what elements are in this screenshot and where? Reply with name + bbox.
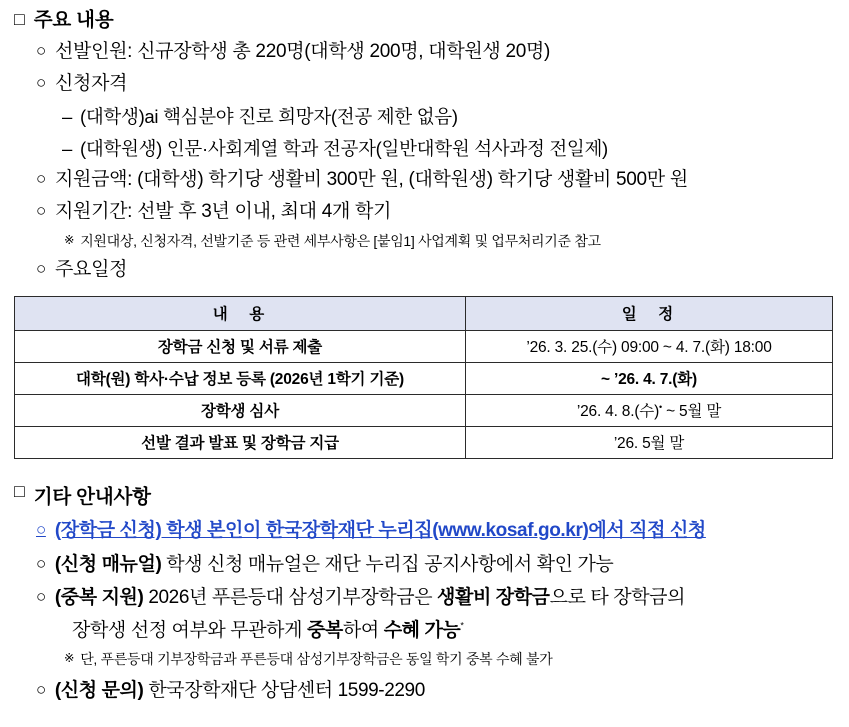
list-item-prefix: (중복 지원) <box>54 587 144 609</box>
table-header-row <box>15 296 833 330</box>
note-mark-icon: ※ <box>64 232 75 247</box>
circle-bullet-icon: ○ <box>36 679 46 699</box>
continuation-emphasis-1: 중복 <box>306 620 343 642</box>
list-item-duplicate-support <box>36 586 849 610</box>
list-item-eligibility <box>36 72 849 96</box>
circle-bullet-icon: ○ <box>36 169 46 189</box>
list-item-label: 지원금액: (대학생) 학기당 생활비 300만 원, (대학원생) 학기당 생활비 500만 원 <box>54 169 688 191</box>
list-item-text-tail: 으로 타 장학금의 <box>549 587 686 609</box>
note-label: 지원대상, 신청자격, 선발기준 등 관련 세부사항은 [붙임1] 사업계획 및 업무처리기준 참고 <box>80 232 601 249</box>
list-item-duplicate-support-line2 <box>72 615 849 642</box>
section-heading-other-info <box>14 481 849 509</box>
list-item-label: 선발인원: 신규장학생 총 220명(대학생 200명, 대학원생 20명) <box>54 41 551 63</box>
table-header-content: 내 용 <box>15 296 466 330</box>
table-cell-content: 장학금 신청 및 서류 제출 <box>15 330 466 362</box>
table-cell-date-superscript: • <box>659 402 662 413</box>
table-cell-content: 대학(원) 학사·수납 정보 등록 (2026년 1학기 기준) <box>15 362 466 394</box>
table-cell-content: 장학생 심사 <box>15 394 466 426</box>
table-cell-date: ’26. 3. 25.(수) 09:00 ~ 4. 7.(화) 18:00 <box>466 330 833 362</box>
square-bullet-icon: □ <box>14 480 25 501</box>
list-item-manual <box>36 553 849 577</box>
document-page <box>0 8 849 727</box>
table-cell-date: ’26. 5월 말 <box>466 426 833 458</box>
list-item-text: 한국장학재단 상담센터 1599-2290 <box>143 679 425 701</box>
dash-bullet-icon: – <box>62 105 72 127</box>
section-heading-main-content <box>14 8 849 32</box>
sub-item-graduate <box>62 137 849 160</box>
section-title: 주요 내용 <box>33 9 114 31</box>
application-link-label[interactable]: (장학금 신청) 학생 본인이 한국장학재단 누리집(www.kosaf.go.kr)에서 직접 신청 <box>54 519 706 541</box>
circle-bullet-icon: ○ <box>36 73 46 93</box>
list-item-support-amount <box>36 168 849 192</box>
continuation-emphasis-2: 수혜 가능 <box>383 620 461 642</box>
circle-bullet-icon: ○ <box>36 200 46 220</box>
asterisk-superscript: * <box>460 620 464 631</box>
list-item-application-link[interactable] <box>36 519 849 543</box>
list-item-prefix: (신청 문의) <box>54 679 144 701</box>
section-title: 기타 안내사항 <box>33 485 151 508</box>
square-bullet-icon: □ <box>14 9 25 29</box>
table-row <box>15 394 833 426</box>
list-item-label: 신청자격 <box>54 73 128 95</box>
continuation-text: 장학생 선정 여부와 무관하게 <box>72 620 307 642</box>
table-row <box>15 362 833 394</box>
list-item-inquiry <box>36 679 849 703</box>
list-item-label: 주요일정 <box>54 259 128 281</box>
note-details-reference <box>64 233 849 251</box>
circle-bullet-icon: ○ <box>36 553 46 573</box>
table-cell-date-tail: ~ 5월 말 <box>661 403 722 421</box>
circle-bullet-icon: ○ <box>36 41 46 61</box>
dash-bullet-icon: – <box>62 138 72 159</box>
schedule-table <box>14 296 833 459</box>
table-row <box>15 330 833 362</box>
list-item-main-schedule <box>36 258 849 282</box>
note-label: 단, 푸른등대 기부장학금과 푸른등대 삼성기부장학금은 동일 학기 중복 수혜 불가 <box>80 651 553 668</box>
circle-bullet-icon: ○ <box>36 259 46 279</box>
table-cell-date <box>466 394 833 426</box>
list-item-text: 2026년 푸른등대 삼성기부장학금은 <box>143 587 438 609</box>
list-item-support-period <box>36 200 849 224</box>
list-item-label <box>55 679 849 703</box>
list-item-label: 지원기간: 선발 후 3년 이내, 최대 4개 학기 <box>54 200 392 222</box>
sub-item-undergraduate <box>62 105 849 128</box>
list-item-prefix: (신청 매뉴얼) <box>54 553 162 575</box>
list-item-selection-count <box>36 40 849 64</box>
sub-item-label: (대학원생) 인문·사회계열 학과 전공자(일반대학원 석사과정 전일제) <box>80 138 608 159</box>
circle-bullet-icon: ○ <box>36 519 46 539</box>
note-mark-icon: ※ <box>64 651 75 666</box>
list-item-text: 학생 신청 매뉴얼은 재단 누리집 공지사항에서 확인 가능 <box>161 553 614 575</box>
table-row <box>15 426 833 458</box>
list-item-label <box>55 586 849 610</box>
table-cell-content: 선발 결과 발표 및 장학금 지급 <box>15 426 466 458</box>
table-cell-date-main: ’26. 4. 8.(수) <box>576 403 660 421</box>
note-duplicate-restriction <box>64 651 849 669</box>
continuation-text-2: 하여 <box>342 620 384 642</box>
table-cell-date: ~ ’26. 4. 7.(화) <box>466 362 833 394</box>
table-header-date: 일 정 <box>466 296 833 330</box>
sub-item-label: (대학생)ai 핵심분야 진로 희망자(전공 제한 없음) <box>80 105 458 127</box>
list-item-label <box>55 553 849 577</box>
list-item-emphasis: 생활비 장학금 <box>437 587 550 609</box>
circle-bullet-icon: ○ <box>36 587 46 607</box>
